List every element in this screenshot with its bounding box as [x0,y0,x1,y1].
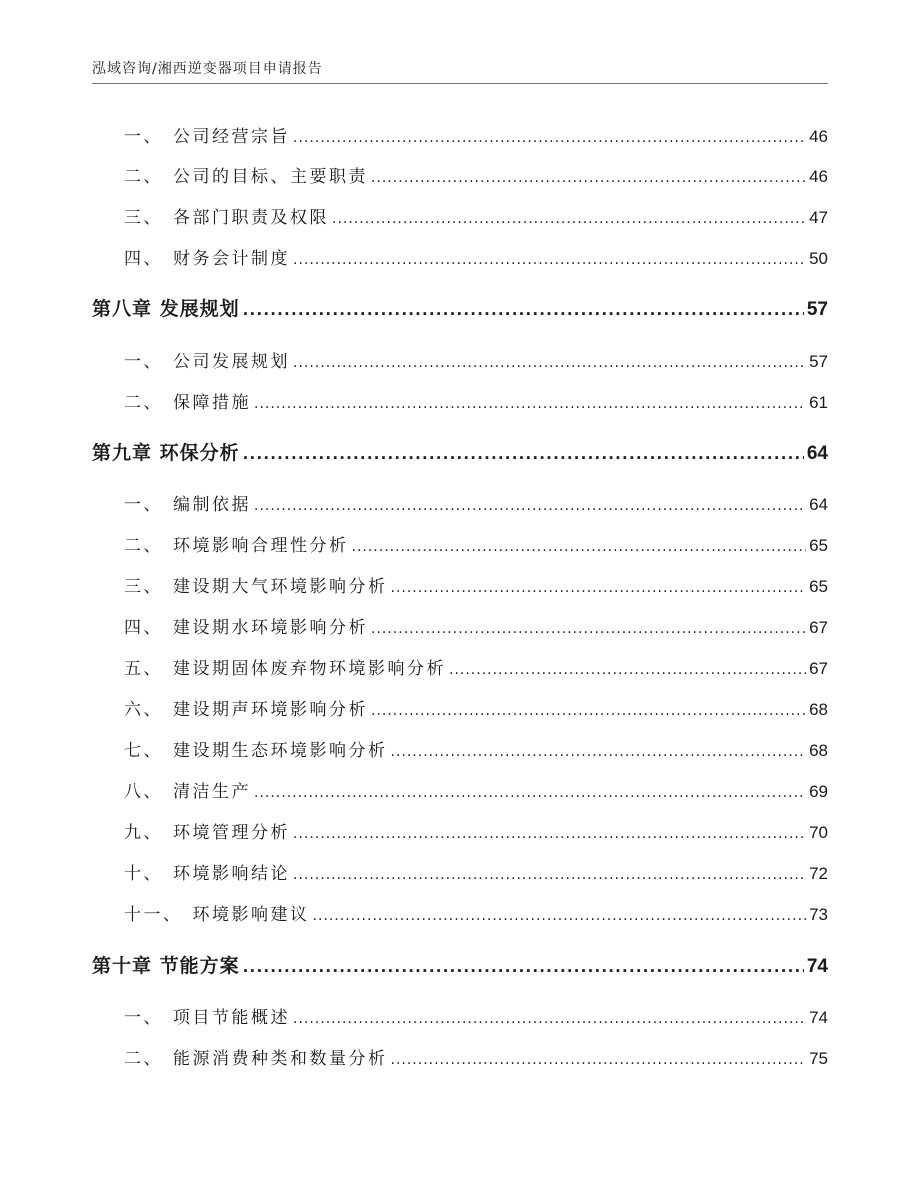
toc-section-entry[interactable] [92,1048,828,1071]
toc-page-number: 61 [809,393,828,412]
toc-entry-title: 建设期水环境影响分析 [173,618,368,638]
toc-section-entry[interactable] [92,576,828,599]
toc-dot-leader [293,352,806,374]
toc-entry-label [92,1007,290,1029]
header-divider [92,83,828,84]
toc-section-entry[interactable] [92,494,828,517]
toc-entry-label [92,207,329,229]
toc-dot-leader [293,1008,806,1030]
toc-page-number: 67 [809,618,828,637]
toc-entry-number: 第十章 [92,955,153,977]
toc-page-number: 68 [809,700,828,719]
toc-entry-number: 一、 [124,352,163,372]
toc-dot-leader [243,299,804,321]
toc-dot-leader [391,577,807,599]
toc-entry-label [92,1048,388,1070]
toc-entry-label [92,740,388,762]
toc-page-number: 70 [809,823,828,842]
toc-entry-label [92,166,368,188]
toc-page-number: 68 [809,741,828,760]
toc-section-entry[interactable] [92,207,828,230]
toc-page-number: 74 [806,956,828,977]
toc-section-entry[interactable] [92,248,828,271]
toc-dot-leader [371,618,806,640]
toc-entry-title: 项目节能概述 [173,1008,290,1028]
toc-entry-label [92,442,240,464]
toc-section-entry[interactable] [92,740,828,763]
toc-dot-leader [293,864,806,886]
toc-page-number: 73 [809,905,828,924]
toc-dot-leader [243,956,804,978]
toc-page-number: 75 [809,1049,828,1068]
toc-page-number: 64 [806,443,828,464]
toc-entry-title: 环境影响建议 [192,905,310,925]
toc-section-entry[interactable] [92,351,828,374]
toc-entry-label [92,351,290,373]
toc-entry-number: 第八章 [92,298,153,320]
toc-entry-number: 五、 [124,659,163,679]
toc-chapter-entry[interactable] [92,442,828,465]
toc-entry-label [92,955,240,977]
toc-page-number: 50 [809,249,828,268]
toc-section-entry[interactable] [92,699,828,722]
toc-page-number: 46 [809,167,828,186]
toc-entry-number: 二、 [124,536,163,556]
toc-section-entry[interactable] [92,904,828,927]
toc-entry-title: 公司发展规划 [173,352,290,372]
toc-entry-label [92,494,251,516]
toc-entry-title: 节能方案 [159,955,240,977]
toc-page-number: 67 [809,659,828,678]
toc-entry-label [92,699,368,721]
toc-entry-title: 清洁生产 [173,782,251,802]
toc-entry-number: 二、 [124,393,163,413]
toc-entry-number: 八、 [124,782,163,802]
toc-entry-number: 七、 [124,741,163,761]
toc-section-entry[interactable] [92,781,828,804]
toc-dot-leader [391,741,807,763]
toc-section-entry[interactable] [92,617,828,640]
toc-entry-title: 发展规划 [159,298,240,320]
toc-chapter-entry[interactable] [92,298,828,321]
toc-entry-number: 十一、 [124,905,183,925]
toc-entry-title: 建设期固体废弃物环境影响分析 [173,659,446,679]
toc-page-number: 47 [809,208,828,227]
toc-section-entry[interactable] [92,863,828,886]
toc-dot-leader [391,1049,807,1071]
toc-section-entry[interactable] [92,126,828,149]
toc-entry-label [92,822,290,844]
toc-entry-title: 环境影响结论 [173,864,290,884]
toc-dot-leader [254,393,806,415]
toc-dot-leader [254,495,806,517]
toc-dot-leader [293,127,806,149]
toc-entry-label [92,535,349,557]
toc-entry-title: 环境影响合理性分析 [173,536,349,556]
toc-page-number: 46 [809,127,828,146]
toc-entry-label [92,658,446,680]
toc-entry-number: 第九章 [92,442,153,464]
toc-entry-label [92,781,251,803]
toc-entry-number: 一、 [124,1008,163,1028]
toc-entry-title: 环保分析 [159,442,240,464]
toc-entry-number: 六、 [124,700,163,720]
toc-dot-leader [371,167,806,189]
toc-page-number: 65 [809,577,828,596]
toc-entry-label [92,576,388,598]
toc-dot-leader [371,700,806,722]
toc-page-number: 69 [809,782,828,801]
toc-dot-leader [449,659,806,681]
toc-entry-title: 建设期大气环境影响分析 [173,577,388,597]
toc-entry-label [92,392,251,414]
toc-page-number: 57 [806,299,828,320]
toc-entry-title: 建设期生态环境影响分析 [173,741,388,761]
toc-entry-label [92,904,310,926]
toc-entry-title: 环境管理分析 [173,823,290,843]
toc-page-number: 65 [809,536,828,555]
toc-entry-number: 一、 [124,127,163,147]
toc-section-entry[interactable] [92,1007,828,1030]
toc-entry-label [92,126,290,148]
toc-page-number: 57 [809,352,828,371]
toc-section-entry[interactable] [92,535,828,558]
toc-section-entry[interactable] [92,392,828,415]
toc-entry-title: 公司的目标、主要职责 [173,167,368,187]
toc-section-entry[interactable] [92,822,828,845]
toc-dot-leader [254,782,806,804]
toc-entry-title: 建设期声环境影响分析 [173,700,368,720]
toc-dot-leader [352,536,807,558]
toc-entry-title: 各部门职责及权限 [173,208,329,228]
toc-dot-leader [293,249,806,271]
toc-dot-leader [293,823,806,845]
toc-entry-label [92,298,240,320]
toc-entry-number: 九、 [124,823,163,843]
toc-entry-number: 十、 [124,864,163,884]
toc-page-number: 72 [809,864,828,883]
toc-chapter-entry[interactable] [92,955,828,978]
toc-entry-title: 能源消费种类和数量分析 [173,1049,388,1069]
toc-entry-number: 二、 [124,167,163,187]
toc-entry-number: 一、 [124,495,163,515]
toc-entry-number: 二、 [124,1049,163,1069]
toc-entry-number: 三、 [124,577,163,597]
toc-entry-number: 三、 [124,208,163,228]
toc-section-entry[interactable] [92,166,828,189]
toc-entry-label [92,248,290,270]
page-header-title: 泓域咨询/湘西逆变器项目申请报告 [92,61,323,77]
toc-entry-title: 公司经营宗旨 [173,127,290,147]
toc-dot-leader [313,905,807,927]
toc-entry-title: 保障措施 [173,393,251,413]
toc-entry-label [92,617,368,639]
toc-entry-title: 财务会计制度 [173,249,290,269]
toc-page-number: 64 [809,495,828,514]
toc-entry-number: 四、 [124,618,163,638]
toc-page-number: 74 [809,1008,828,1027]
toc-entry-number: 四、 [124,249,163,269]
toc-entry-label [92,863,290,885]
toc-dot-leader [243,443,804,465]
toc-entry-title: 编制依据 [173,495,251,515]
toc-dot-leader [332,208,806,230]
toc-section-entry[interactable] [92,658,828,681]
